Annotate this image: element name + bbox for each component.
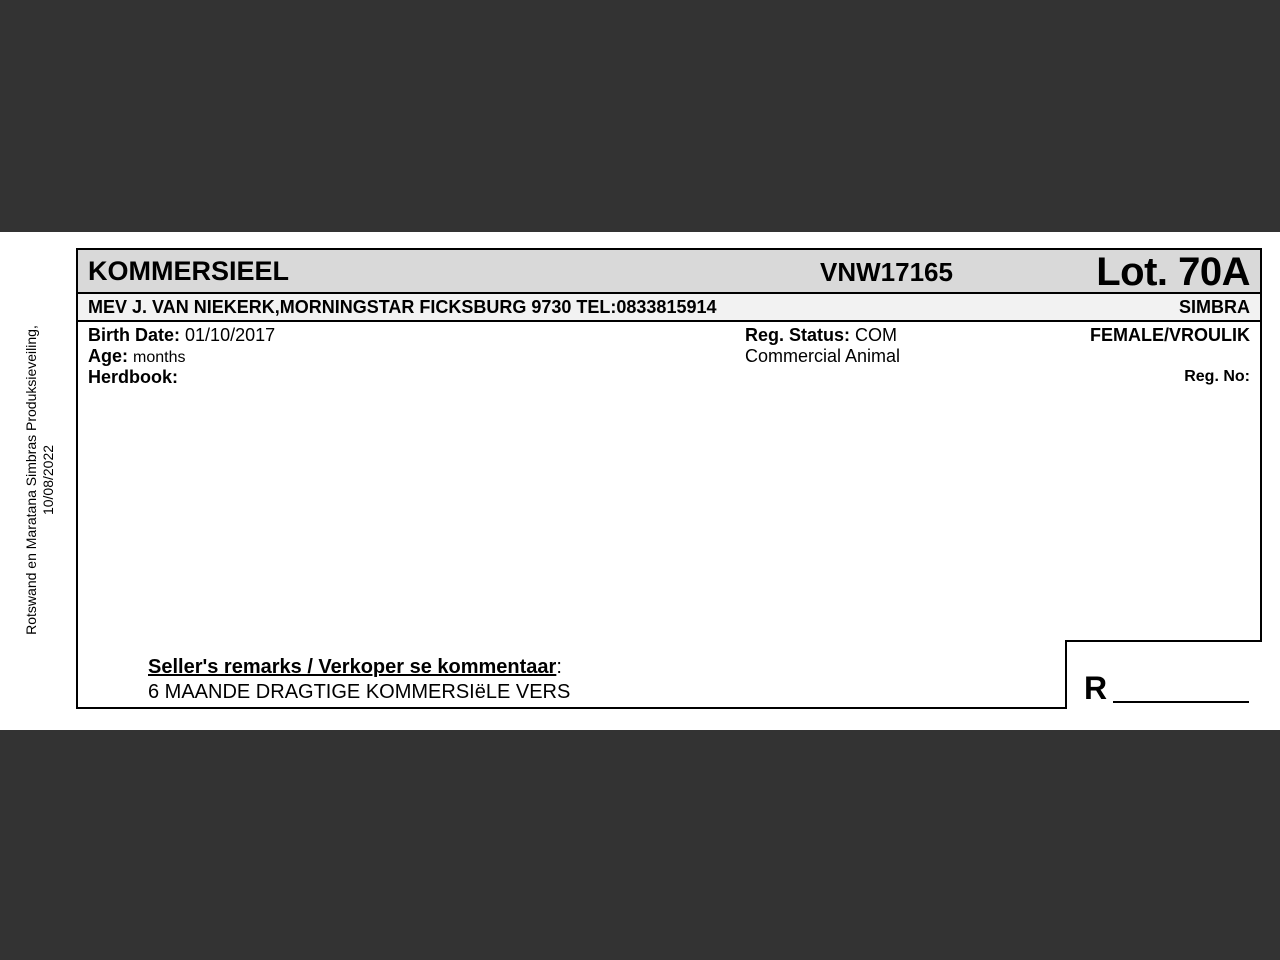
reg-no-label: Reg. No: — [1184, 368, 1250, 385]
side-caption — [23, 270, 57, 690]
animal-id: VNW17165 — [820, 257, 953, 287]
details-area — [76, 320, 1262, 642]
reg-status-description: Commercial Animal — [745, 346, 901, 366]
price-blank-line — [1113, 701, 1249, 703]
remarks-label: Seller's remarks / Verkoper se kommentaar — [148, 656, 557, 678]
breed: SIMBRA — [1179, 297, 1250, 317]
age — [88, 346, 185, 367]
birth-date — [88, 325, 275, 346]
price-box-top-border — [1065, 640, 1262, 642]
category-title: KOMMERSIEEL — [88, 256, 290, 286]
reg-status — [745, 325, 897, 346]
reg-status-value: COM — [855, 325, 898, 345]
remarks-text: 6 MAANDE DRAGTIGE KOMMERSIëLE VERS — [148, 681, 571, 703]
side-caption-line2: 10/08/2022 — [40, 444, 56, 516]
remarks-heading — [148, 656, 562, 679]
birth-date-value: 01/10/2017 — [185, 325, 276, 345]
birth-date-label: Birth Date: — [88, 325, 181, 345]
remarks-colon: : — [556, 656, 562, 678]
owner-info: MEV J. VAN NIEKERK,MORNINGSTAR FICKSBURG 9730 TEL:0833815914 — [88, 297, 717, 317]
sex: FEMALE/VROULIK — [1090, 325, 1250, 345]
reg-status-label: Reg. Status: — [745, 325, 851, 345]
age-value: months — [133, 349, 186, 366]
age-label: Age: — [88, 346, 128, 366]
lot-number: Lot. 70A — [1096, 250, 1250, 294]
price-currency: R — [1084, 670, 1108, 706]
side-caption-line1: Rotswand en Maratana Simbras Produksieveiling, — [23, 325, 39, 635]
herdbook-label: Herdbook: — [88, 367, 178, 387]
